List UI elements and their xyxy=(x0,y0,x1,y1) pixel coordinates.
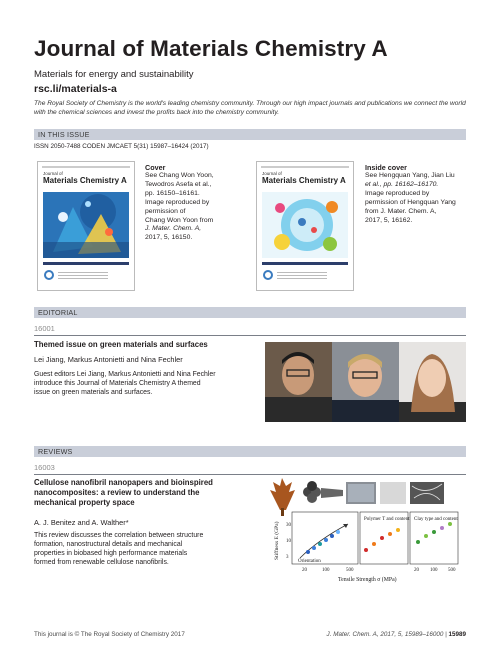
annotation-polymer: Polymer T and content xyxy=(364,517,410,522)
caption-line: See Hengquan Yang, Jian Liu xyxy=(365,172,455,180)
cover-mini-title-big: Materials Chemistry A xyxy=(262,175,346,185)
journal-title: Journal of Materials Chemistry A xyxy=(34,36,388,61)
x-tick-label: 100 xyxy=(430,568,438,573)
footer-citation xyxy=(327,631,466,638)
y-tick-label: 10 xyxy=(286,539,291,544)
caption-line: Image reproduced by xyxy=(365,190,430,198)
abstract-line: This review discusses the correlation between structure xyxy=(34,532,204,539)
section-header-editorial: EDITORIAL xyxy=(34,307,466,318)
x-tick-label: 100 xyxy=(322,568,330,573)
cover-caption xyxy=(145,163,214,243)
y-tick-label: 30 xyxy=(286,523,291,528)
footer-copyright: This journal is © The Royal Society of Chemistry 2017 xyxy=(34,631,185,638)
footer-page-number: 15989 xyxy=(448,631,466,638)
editorial-abstract xyxy=(34,371,216,398)
cover-mini-title-big: Materials Chemistry A xyxy=(43,175,127,185)
inside-cover-artwork xyxy=(262,192,348,258)
abstract-line: issue on green materials and surfaces. xyxy=(34,388,153,396)
x-tick-label: 20 xyxy=(414,568,419,573)
review-title-line: nanocomposites: a review to understand the xyxy=(34,488,200,498)
review-title-line: Cellulose nanofibril nanopapers and bioinspired xyxy=(34,478,213,487)
cover-image[interactable] xyxy=(37,161,135,291)
x-axis-label: Tensile Strength σ (MPa) xyxy=(338,577,397,583)
cover-footer-lines xyxy=(277,272,327,273)
cover-header-strip xyxy=(42,166,130,168)
inside-cover-caption xyxy=(365,163,456,225)
issn-line: ISSN 2050-7488 CODEN JMCAET 5(31) 15987–16424 (2017) xyxy=(34,143,209,150)
abstract-line: properties in biobased high performance materials xyxy=(34,549,188,557)
section-header-reviews: REVIEWS xyxy=(34,446,466,457)
review-title[interactable] xyxy=(34,478,213,508)
review-abstract xyxy=(34,532,203,568)
caption-line: permission of Hengquan Yang xyxy=(365,198,456,206)
caption-line: et al., pp. 16162–16170. xyxy=(365,181,439,189)
review-authors: A. J. Benitez and A. Walther* xyxy=(34,518,129,527)
rsc-logo-icon xyxy=(44,270,54,280)
caption-line: permission of xyxy=(145,207,186,215)
editorial-rule xyxy=(34,335,466,336)
abstract-line: formation, nanostructural details and mechanical xyxy=(34,540,183,548)
cover-label: Inside cover xyxy=(365,163,407,172)
guest-editors-photo xyxy=(265,342,466,422)
caption-line: 2017, 5, 16162. xyxy=(365,216,413,224)
x-tick-label: 500 xyxy=(448,568,456,573)
cover-mini-title xyxy=(262,172,346,185)
abstract-line: formed from renewable cellulose nanofibrils. xyxy=(34,558,169,566)
journal-url[interactable]: rsc.li/materials-a xyxy=(34,83,117,95)
cover-footer-lines xyxy=(58,272,108,273)
caption-line: Tewodros Asefa et al., xyxy=(145,181,212,189)
cover-header-strip xyxy=(261,166,349,168)
annotation-orientation: Orientation xyxy=(298,559,321,564)
review-page-number: 16003 xyxy=(34,463,55,472)
x-tick-label: 500 xyxy=(346,568,354,573)
caption-line: Chang Won Yoon from xyxy=(145,216,214,224)
editorial-title[interactable]: Themed issue on green materials and surfaces xyxy=(34,340,208,349)
caption-line: from J. Mater. Chem. A, xyxy=(365,207,437,215)
caption-line: 2017, 5, 16150. xyxy=(145,234,193,242)
caption-line: pp. 16150–16161. xyxy=(145,190,200,198)
abstract-line: Guest editors Lei Jiang, Markus Antonietti and Nina Fechler xyxy=(34,371,216,378)
x-tick-label: 20 xyxy=(302,568,307,573)
cover-footer-bar xyxy=(262,262,348,265)
caption-line: J. Mater. Chem. A, xyxy=(145,225,202,233)
abstract-line: introduce this Journal of Materials Chemistry A themed xyxy=(34,379,201,387)
inside-cover-image[interactable] xyxy=(256,161,354,291)
rsc-description: The Royal Society of Chemistry is the world's leading chemistry community. Through our high impact journals and publications we connect the world with the chemical sciences and invest the profits back into the chemistry community. xyxy=(34,100,466,116)
review-rule xyxy=(34,474,466,475)
cover-label: Cover xyxy=(145,163,166,172)
cover-mini-title-small: Journal of xyxy=(262,171,282,176)
section-header-in-this-issue: IN THIS ISSUE xyxy=(34,129,466,140)
cover-mini-title xyxy=(43,172,127,185)
editorial-authors: Lei Jiang, Markus Antonietti and Nina Fechler xyxy=(34,355,183,364)
y-tick-label: 3 xyxy=(286,555,289,560)
review-toc-graphic xyxy=(268,478,466,586)
caption-line: See Chang Won Yoon, xyxy=(145,172,214,180)
rsc-logo-icon xyxy=(263,270,273,280)
annotation-clay: Clay type and content xyxy=(414,517,458,522)
tree-icon xyxy=(270,478,295,510)
footer-citation-text: J. Mater. Chem. A, 2017, 5, 15989–16000 | xyxy=(326,631,447,638)
editorial-page-number: 16001 xyxy=(34,324,55,333)
cover-mini-title-small: Journal of xyxy=(43,171,63,176)
cover-footer-bar xyxy=(43,262,129,265)
review-title-line: mechanical property space xyxy=(34,498,135,508)
y-axis-label: Stiffness E (GPa) xyxy=(274,521,280,560)
cover-artwork xyxy=(43,192,129,258)
journal-tagline: Materials for energy and sustainability xyxy=(34,69,194,80)
caption-line: Image reproduced by xyxy=(145,198,210,206)
